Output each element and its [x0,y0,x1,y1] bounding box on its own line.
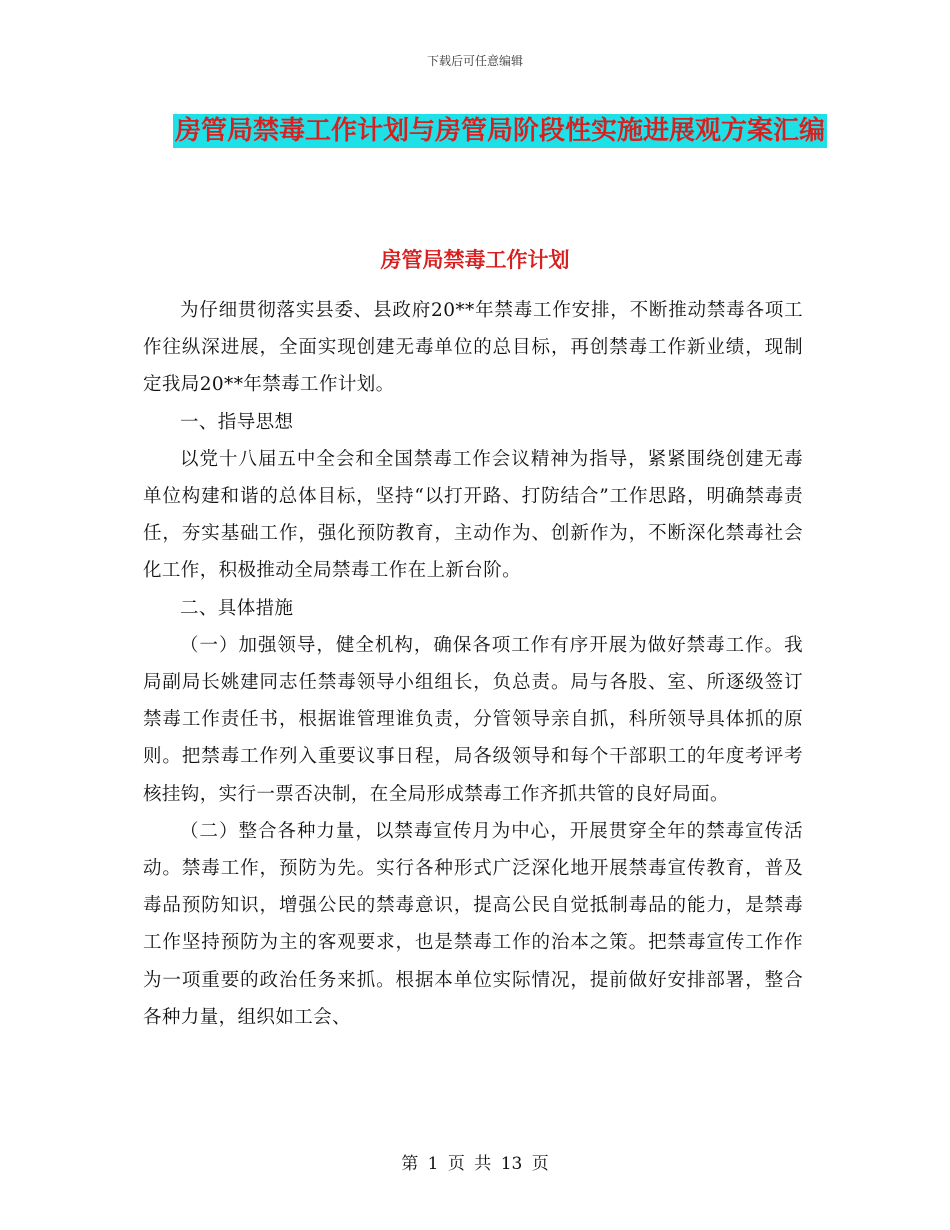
section-title: 房管局禁毒工作计划 [380,248,570,272]
paragraph-intro: 为仔细贯彻落实县委、县政府20**年禁毒工作安排，不断推动禁毒各项工作往纵深进展，全面实现创建无毒单位的总目标，再创禁毒工作新业绩，现制定我局20**年禁毒工作计划。 [143,300,803,396]
document-body [143,292,803,1036]
heading-specific-measures: 二、具体措施 [180,597,294,619]
page-number: 第 1 页 共 13 页 [401,1154,549,1174]
paragraph-guiding-ideology: 以党十八届五中全会和全国禁毒工作会议精神为指导，紧紧围绕创建无毒单位构建和谐的总体目标，坚持“以打开路、打防结合”工作思路，明确禁毒责任，夯实基础工作，强化预防教育，主动作为、创新作为，不断深化禁毒社会化工作，积极推动全局禁毒工作在上新台阶。 [143,448,803,582]
document-title-text: 房管局禁毒工作计划与房管局阶段性实施进展观方案汇编 [174,116,825,146]
paragraph-measure-1: （一）加强领导，健全机构，确保各项工作有序开展为做好禁毒工作。我局副局长姚建同志任禁毒领导小组组长，负总责。局与各股、室、所逐级签订禁毒工作责任书，根据谁管理谁负责，分管领导亲自抓，科所领导具体抓的原则。把禁毒工作列入重要议事日程，局各级领导和每个干部职工的年度考评考核挂钩，实行一票否决制，在全局形成禁毒工作齐抓共管的良好局面。 [143,634,803,805]
page-header-note: 下载后可任意编辑 [426,54,523,68]
paragraph-measure-2: （二）整合各种力量，以禁毒宣传月为中心，开展贯穿全年的禁毒宣传活动。禁毒工作，预防为先。实行各种形式广泛深化地开展禁毒宣传教育，普及毒品预防知识，增强公民的禁毒意识，提高公民自觉抵制毒品的能力，是禁毒工作坚持预防为主的客观要求，也是禁毒工作的治本之策。把禁毒宣传工作作为一项重要的政治任务来抓。根据本单位实际情况，提前做好安排部署，整合各种力量，组织如工会、 [143,820,803,1028]
heading-guiding-ideology: 一、指导思想 [180,411,294,433]
document-title [140,108,860,154]
